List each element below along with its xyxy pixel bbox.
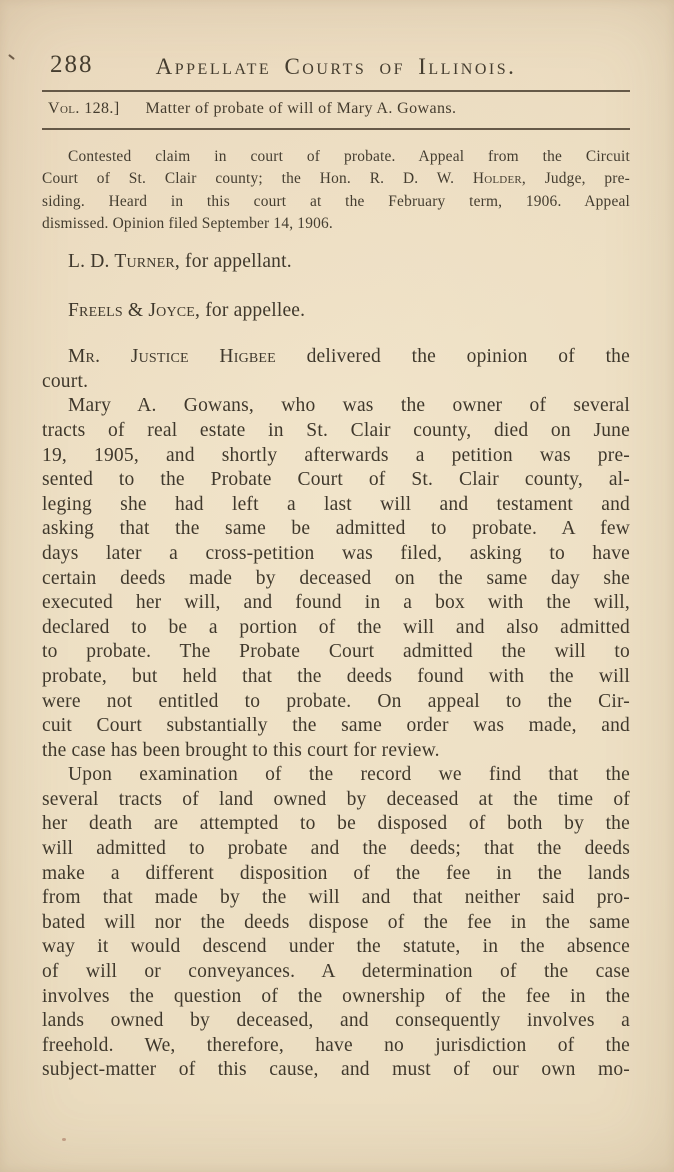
body-line: subject-matter of this cause, and must of our own mo- [42,1059,630,1081]
opinion-intro-text: delivered the opinion of the [275,346,630,368]
syllabus [42,146,630,235]
body-line: several tracts of land owned by deceased at the time of [42,788,630,810]
counsel-role: , for appellant. [174,251,292,273]
counsel-appellee [42,300,630,322]
running-title: Appellate Courts of Illinois. [155,54,517,79]
body-line: make a different disposition of the fee in the lands [42,862,630,884]
syllabus-line: dismissed. Opinion filed September 14, 1906. [42,214,333,232]
subheader-rule [42,128,630,130]
body-line: the case has been brought to this court for review. [42,739,440,761]
body-line: from that made by the will and that neither said pro- [42,887,630,909]
opinion-paragraph-2 [42,763,630,1083]
opinion-intro-line: court. [42,370,89,392]
body-line: days later a cross-petition was filed, asking to have [42,542,630,564]
body-line: executed her will, and found in a box with the will, [42,592,630,614]
body-line: were not entitled to probate. On appeal to the Cir- [42,690,630,712]
body-line: sented to the Probate Court of St. Clair county, al- [42,469,630,491]
body-line: cuit Court substantially the same order was made, and [42,715,630,737]
body-line: Upon examination of the record we find that the [68,764,630,786]
body-line: asking that the same be admitted to probate. A few [42,518,630,540]
paper-speck [62,1138,66,1141]
body-line: lands owned by deceased, and consequently involves a [42,1010,630,1032]
volume-label: Vol. 128.] [48,100,120,117]
body-line: leging she had left a last will and testament and [42,493,630,515]
opinion-paragraph-1 [42,394,630,763]
body-line: bated will nor the deeds dispose of the fee in the same [42,911,630,933]
body-line: Mary A. Gowans, who was the owner of several [68,395,630,417]
body-line: her death are attempted to be disposed of both by the [42,813,630,835]
syllabus-line [42,168,630,190]
page-number: 288 [50,51,94,78]
opinion-body [42,345,630,1083]
syllabus-text: , Judge, pre- [521,170,630,188]
syllabus-line: siding. Heard in this court at the February term, 1906. Appeal [42,192,630,210]
body-line: freehold. We, therefore, have no jurisdiction of the [42,1034,630,1056]
page-content [42,0,630,1083]
body-line: to probate. The Probate Court admitted the will to [42,641,630,663]
body-line: 19, 1905, and shortly afterwards a petition was pre- [42,444,630,466]
body-line: way it would descend under the statute, in the absence [42,936,630,958]
paper-speck [8,54,15,60]
body-line: declared to be a portion of the will and also admitted [42,616,630,638]
body-line: tracts of real estate in St. Clair county, died on June [42,419,630,441]
syllabus-line: Contested claim in court of probate. Appeal from the Circuit [68,148,630,165]
body-line: certain deeds made by deceased on the same day she [42,567,630,589]
case-header [42,92,630,128]
body-line: probate, but held that the deeds found with the will [42,665,630,687]
judge-name: Holder [472,170,522,188]
attorney-name: L. D. Turner [68,251,175,273]
opinion-intro-line [42,345,630,370]
justice-name: Mr. Justice Higbee [68,346,276,368]
counsel-role: , for appellee. [195,300,306,322]
counsel-appellant [42,251,630,273]
body-line: of will or conveyances. A determination of the case [42,961,630,983]
body-line: involves the question of the ownership of the fee in the [42,985,630,1007]
running-header [42,50,630,90]
attorney-name: Freels & Joyce [68,300,196,322]
case-title: Matter of probate of will of Mary A. Gowans. [145,100,457,117]
body-line: will admitted to probate and the deeds; that the deeds [42,838,630,860]
syllabus-text: Court of St. Clair county; the Hon. R. D. W. [42,170,473,188]
